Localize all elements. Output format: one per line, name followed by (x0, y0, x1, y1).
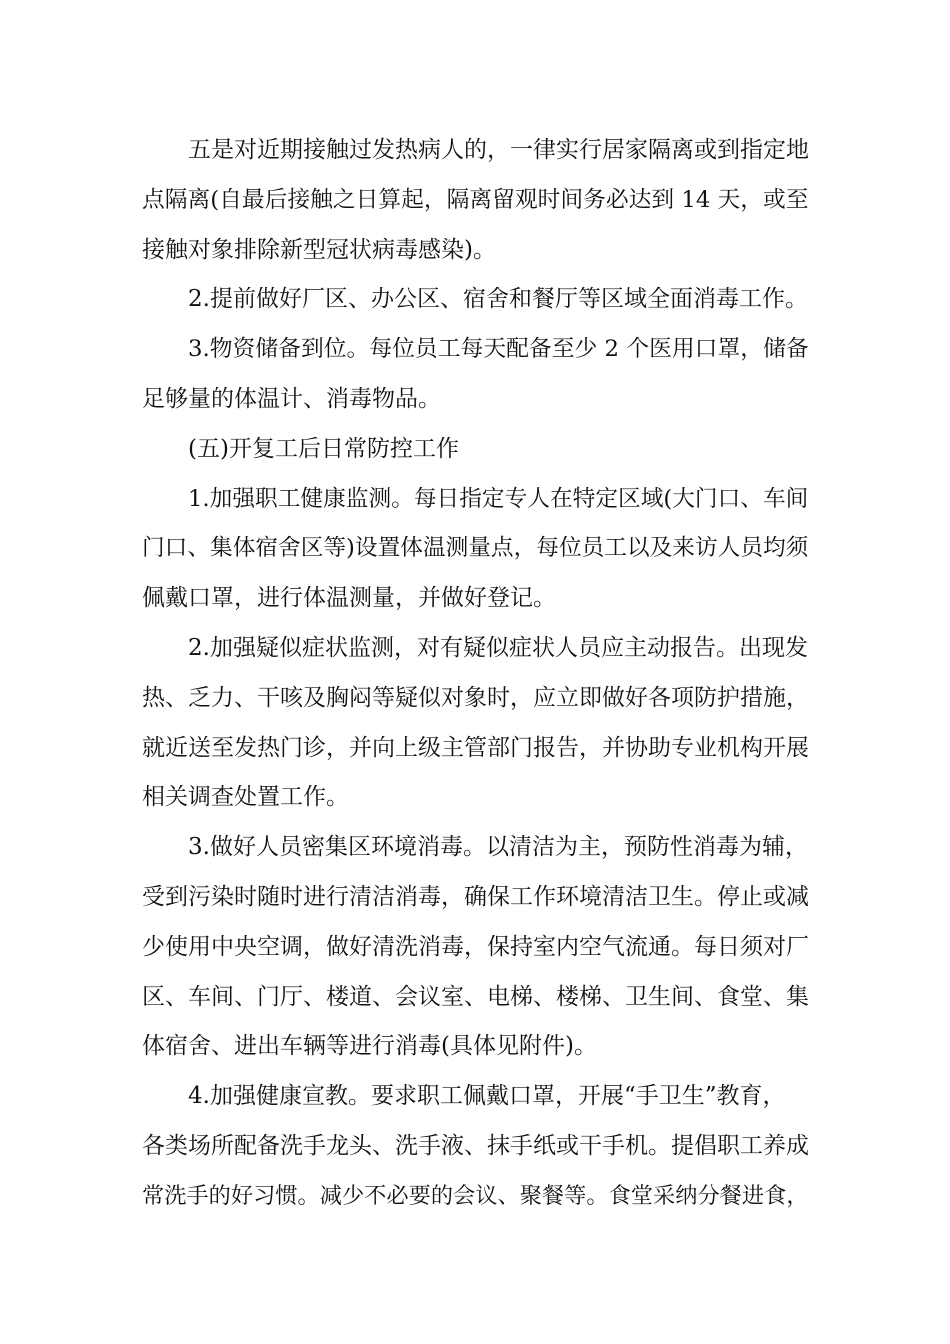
paragraph-environment-disinfection (142, 823, 812, 1072)
text-line: 接触对象排除新型冠状病毒感染)。 (142, 236, 496, 263)
text-line: 佩戴口罩，进行体温测量，并做好登记。 (142, 585, 556, 612)
text-line: 就近送至发热门诊，并向上级主管部门报告，并协助专业机构开展 (142, 734, 809, 761)
paragraph-isolation (142, 126, 812, 275)
text-line: 体宿舍、进出车辆等进行消毒(具体见附件)。 (142, 1033, 597, 1060)
document-body (142, 126, 812, 1222)
text-line: 点隔离(自最后接触之日算起，隔离留观时间务必达到 14 天，或至 (142, 186, 809, 213)
section-heading (142, 425, 812, 475)
paragraph-symptom-monitoring (142, 624, 812, 823)
text-line: 2.提前做好厂区、办公区、宿舍和餐厅等区域全面消毒工作。 (188, 286, 808, 313)
text-line: 1.加强职工健康监测。每日指定专人在特定区域(大门口、车间 (188, 485, 809, 512)
text-line: 3.物资储备到位。每位员工每天配备至少 2 个医用口罩，储备 (188, 336, 809, 363)
text-line: 少使用中央空调，做好清洗消毒，保持室内空气流通。每日须对厂 (142, 933, 809, 960)
text-line: 热、乏力、干咳及胸闷等疑似对象时，应立即做好各项防护措施， (142, 684, 809, 711)
text-line: 五是对近期接触过发热病人的，一律实行居家隔离或到指定地 (188, 137, 809, 163)
text-line: 受到污染时随时进行清洁消毒，确保工作环境清洁卫生。停止或减 (142, 883, 809, 910)
text-line: 区、车间、门厅、楼道、会议室、电梯、楼梯、卫生间、食堂、集 (142, 983, 809, 1010)
paragraph-health-monitoring (142, 475, 812, 624)
text-line: 足够量的体温计、消毒物品。 (142, 385, 441, 412)
text-line: 4.加强健康宣教。要求职工佩戴口罩，开展“手卫生”教育， (188, 1083, 786, 1110)
text-line: 门口、集体宿舍区等)设置体温测量点，每位员工以及来访人员均须 (142, 535, 809, 562)
text-line: (五)开复工后日常防控工作 (188, 435, 459, 462)
text-line: 2.加强疑似症状监测，对有疑似症状人员应主动报告。出现发 (188, 634, 808, 661)
text-line: 3.做好人员密集区环境消毒。以清洁为主，预防性消毒为辅， (188, 834, 808, 861)
text-line: 相关调查处置工作。 (142, 784, 349, 811)
text-line: 常洗手的好习惯。减少不必要的会议、聚餐等。食堂采纳分餐进食， (142, 1182, 809, 1209)
text-line: 各类场所配备洗手龙头、洗手液、抹手纸或干手机。提倡职工养成 (142, 1132, 809, 1159)
paragraph-supplies (142, 325, 812, 425)
paragraph-disinfection (142, 275, 812, 325)
paragraph-health-education (142, 1072, 812, 1221)
